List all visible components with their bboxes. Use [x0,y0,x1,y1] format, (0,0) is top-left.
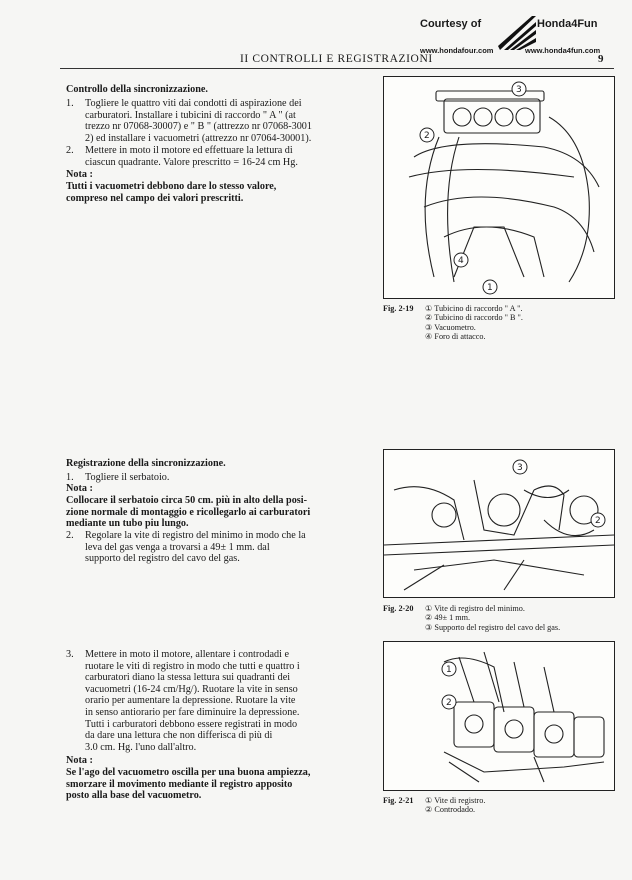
caption-line: ② Controdado. [425,805,476,815]
chapter-title: II CONTROLLI E REGISTRAZIONI [240,53,433,65]
caption-line: ① Vite di registro. [425,796,486,805]
text-line: mediante un tubo piu lungo. [66,518,189,530]
courtesy-text: Courtesy of [420,18,482,30]
text-line: posto alla base del vacuometro. [66,790,202,802]
text-line: Se l'ago del vacuometro oscilla per una buona ampiezza, [66,767,311,778]
text-line: compreso nel campo dei valori prescritti. [66,192,244,204]
text-line: Mettere in moto il motore ed effettuare la lettura di [85,145,293,156]
carburetor-gauge-illustration [384,77,614,298]
text-line: ciascun quadrante. Valore prescritto = 16-24 cm Hg. [85,156,298,168]
figure-2-21 [383,641,615,791]
text-line: Regolare la vite di registro del minimo in modo che la [85,530,306,541]
text-line: 3.0 cm. Hg. l'uno dall'altro. [85,741,197,753]
text-line: in senso antiorario per fare diminuire la depressione. [85,706,300,718]
brand-text: Honda4Fun [537,18,598,30]
section3-note-label: Nota : [66,755,93,766]
section2-heading: Registrazione della sincronizzazione. [66,458,226,469]
text-line: trezzo nr 07068-30007) e " B " (attrezzo nr 07068-3001 [85,121,312,133]
text-line: zione normale di montaggio e ricollegarlo ai carburatori [66,506,311,518]
section1-note [66,181,356,204]
fig19-callout-3: 3 [516,85,522,95]
text-line: carburatori. Installare i tubicini di raccordo " A " (at [85,109,296,121]
section2-step2 [85,530,365,565]
section1-note-label: Nota : [66,169,93,180]
section2-step1: Togliere il serbatoio. [85,472,170,483]
caption-line: ③ Supporto del registro del cavo del gas. [425,622,561,632]
section1-step2-label: 2. [66,145,74,156]
section2-note [66,495,366,530]
text-line: leva del gas venga a trovarsi a 49± 1 mm. dal [85,541,270,553]
header-rule [60,68,614,69]
section1-step2 [85,145,355,168]
fig19-callout-2: 2 [424,131,430,141]
fig21-callout-2: 2 [446,698,452,708]
section3-note [66,767,366,802]
section1-step1 [85,98,355,144]
section3-step3 [85,649,360,753]
caption-line: ① Vite di registro del minimo. [425,604,525,613]
text-line: Togliere le quattro viti dai condotti di aspirazione dei [85,98,302,109]
url-left[interactable]: www.hondafour.com [420,46,494,55]
caption-line: ② Tubicino di raccordo " B ". [425,313,523,323]
caption-line: ④ Foro di attacco. [425,332,486,342]
text-line: Tutti i vacuometri debbono dare lo stesso valore, [66,181,277,192]
fig21-label: Fig. 2-21 [383,796,414,805]
text-line: Mettere in moto il motore, allentare i controdadi e [85,649,289,660]
fig20-label: Fig. 2-20 [383,604,414,613]
text-line: carburatori diano la stessa lettura sui quadranti dei [85,672,291,684]
text-line: smorzare il movimento mediante il registro apposito [66,778,293,790]
text-line: 2) ed installare i vacuometri (attrezzo nr 07064-30001). [85,132,312,144]
section2-step2-label: 2. [66,530,74,541]
caption-line: ② 49± 1 mm. [425,613,471,623]
fig21-captions [425,796,485,815]
text-line: Tutti i carburatori debbono essere registrati in modo [85,718,298,730]
url-right[interactable]: www.honda4fun.com [525,46,601,55]
figure-2-19 [383,76,615,299]
fig19-callout-4: 4 [458,256,464,266]
caption-line: ① Tubicino di raccordo " A ". [425,304,523,313]
fig19-captions [425,304,523,342]
fig20-callout-2: 2 [595,516,601,526]
carburetor-bank-illustration [384,642,614,790]
text-line: Collocare il serbatoio circa 50 cm. più in alto della posi- [66,495,307,506]
section3-step3-label: 3. [66,649,74,660]
text-line: supporto del registro del cavo del gas. [85,553,240,565]
fig19-label: Fig. 2-19 [383,304,414,313]
section2-note-label: Nota : [66,483,93,494]
section1-heading: Controllo della sincronizzazione. [66,84,208,95]
text-line: ruotare le viti di registro in modo che tutti e quattro i [85,660,300,672]
figure-2-20 [383,449,615,598]
fig21-callout-1: 1 [446,665,452,675]
text-line: vacuometri (16-24 cm/Hg/). Ruotare la vite in senso [85,683,298,695]
text-line: da dare una lettura che non differisca di più di [85,730,273,742]
fig20-callout-3: 3 [517,463,523,473]
page-number: 9 [598,53,604,65]
section2-step1-label: 1. [66,472,74,483]
section1-step1-label: 1. [66,98,74,109]
caption-line: ③ Vacuometro. [425,322,476,332]
throttle-linkage-illustration [384,450,614,597]
fig20-captions [425,604,560,632]
fig19-callout-1: 1 [487,283,493,293]
text-line: orario per aumentare la depressione. Ruotare la vite [85,695,296,707]
